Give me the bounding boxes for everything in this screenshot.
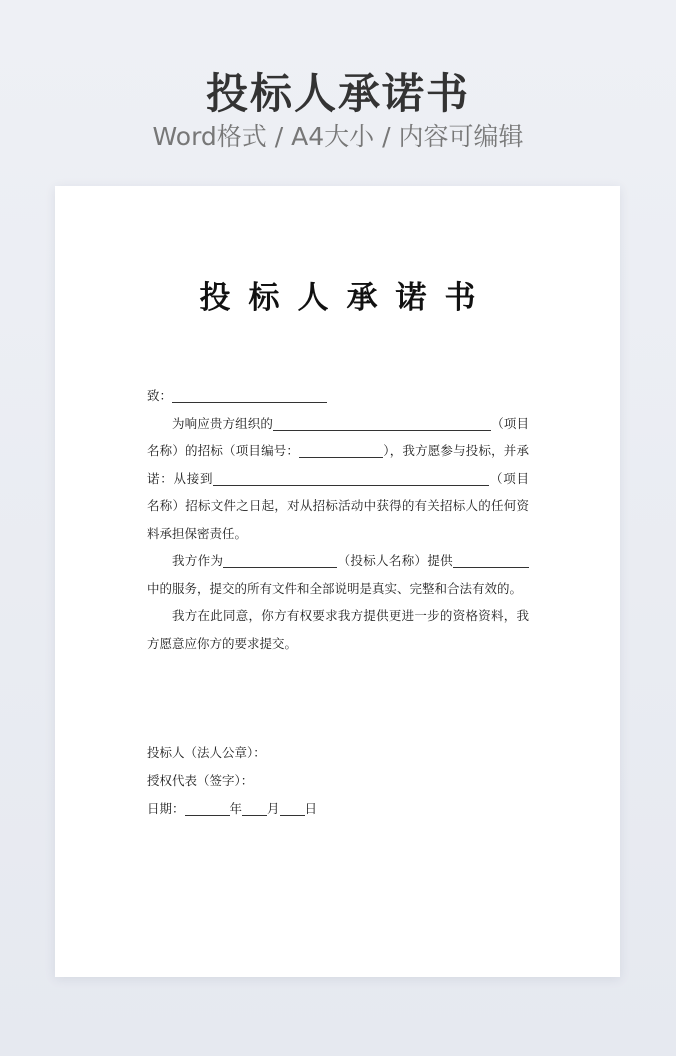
day-label: 日 xyxy=(304,801,318,816)
document-body xyxy=(147,382,529,657)
service-blank xyxy=(453,551,529,568)
representative-signature-line: 授权代表（签字）： xyxy=(147,773,254,788)
addressee-blank xyxy=(172,386,327,403)
truthfulness-paragraph xyxy=(147,547,529,602)
day-blank xyxy=(280,799,305,816)
year-blank xyxy=(185,799,230,816)
para1-text-4: （项目名称）招标文件之日起，对从招标活动中获得的有关招标人的任何资料承担保密责任。 xyxy=(147,470,529,541)
para2-text-1: 我方作为 xyxy=(172,553,224,568)
project-number-blank xyxy=(299,441,383,458)
para1-text-1: 为响应贵方组织的 xyxy=(172,415,274,431)
date-label: 日期： xyxy=(147,801,185,816)
signature-block xyxy=(147,739,317,823)
document-page xyxy=(55,186,620,977)
received-project-blank xyxy=(213,469,489,486)
banner-subtitle: Word格式 / A4大小 / 内容可编辑 xyxy=(152,122,524,151)
para1-text-3: ），我方愿参与投标，并承诺：从接到 xyxy=(147,443,529,486)
document-title: 投标人承诺书 xyxy=(199,280,494,316)
banner-title: 投标人承诺书 xyxy=(205,69,470,118)
header-banner xyxy=(0,0,676,186)
year-label: 年 xyxy=(229,801,243,816)
organizer-project-blank xyxy=(273,414,491,431)
date-line xyxy=(147,795,317,823)
para2-text-2: （投标人名称）提供 xyxy=(337,553,453,568)
para1-text-2: （项目名称）的招标（项目编号： xyxy=(147,415,529,458)
month-label: 月 xyxy=(267,801,280,816)
addressee-line xyxy=(147,382,529,410)
para2-text-3: 中的服务，提交的所有文件和全部说明是真实、完整和合法有效的。 xyxy=(147,580,523,596)
to-label: 致： xyxy=(147,388,173,403)
bidder-name-blank xyxy=(223,551,337,568)
bidder-seal-line: 投标人（法人公章）： xyxy=(147,745,266,760)
consent-paragraph: 我方在此同意，你方有权要求我方提供更进一步的资格资料，我方愿意应你方的要求提交。 xyxy=(147,608,529,651)
confidentiality-paragraph xyxy=(147,410,529,548)
month-blank xyxy=(242,799,267,816)
